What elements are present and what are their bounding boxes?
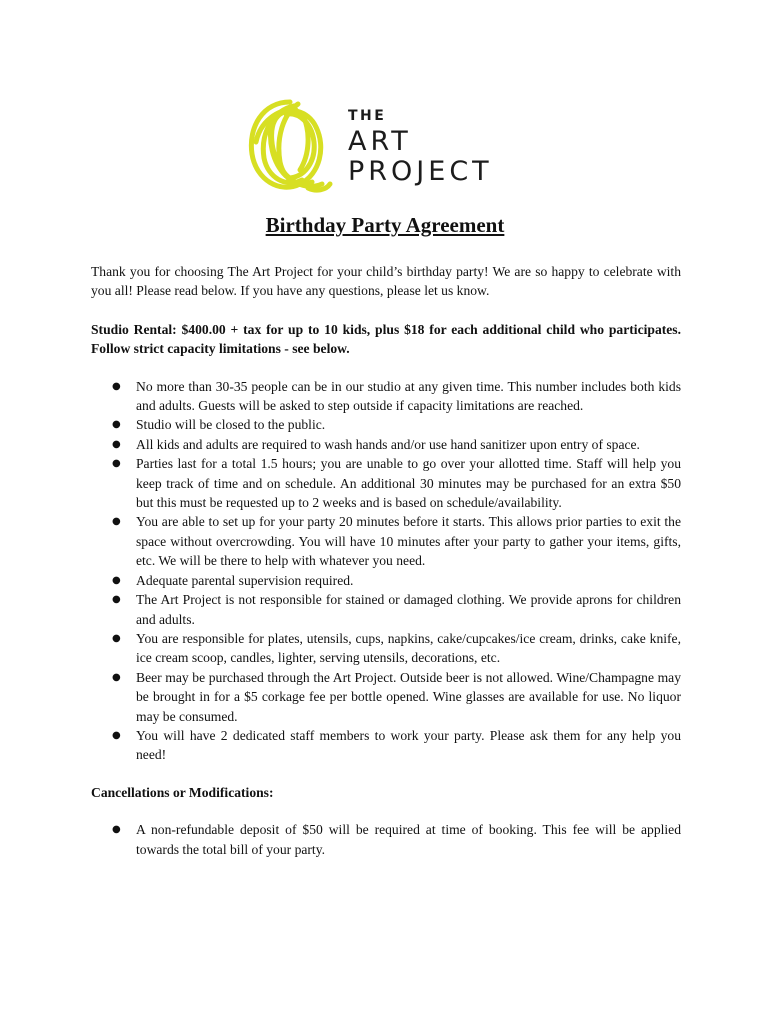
list-item <box>91 454 681 512</box>
bullet-icon: ● <box>112 419 121 431</box>
logo-word-art: ART <box>348 126 412 157</box>
bullet-icon: ● <box>112 632 121 644</box>
list-item-text: All kids and adults are required to wash hands and/or use hand sanitizer upon entry of space. <box>136 436 640 452</box>
list-item-text: The Art Project is not responsible for stained or damaged clothing. We provide aprons for children and adults. <box>136 592 681 627</box>
bullet-icon: ● <box>112 729 121 741</box>
cancellations-heading: Cancellations or Modifications: <box>91 784 274 800</box>
list-item-text: Studio will be closed to the public. <box>136 417 326 433</box>
list-item <box>91 512 681 570</box>
bullet-icon: ● <box>112 516 121 528</box>
list-item-text: You are able to set up for your party 20 minutes before it starts. This allows prior parties to exit the space without overcrowding. You will have 10 minutes after your party to gather your items, gifts, etc. We will be there to help with whatever you need. <box>136 514 681 569</box>
list-item <box>91 590 681 629</box>
bullet-icon: ● <box>112 438 121 450</box>
logo-word-the: THE <box>348 108 387 124</box>
bullet-icon: ● <box>112 574 121 586</box>
bullet-icon: ● <box>112 458 121 470</box>
list-item <box>91 668 681 726</box>
list-item-text: A non-refundable deposit of $50 will be required at time of booking. This fee will be applied towards the total bill of your party. <box>136 822 681 857</box>
list-item-text: No more than 30-35 people can be in our studio at any given time. This number includes both kids and adults. Guests will be asked to step outside if capacity limitations are reached. <box>136 378 681 414</box>
list-item <box>91 415 681 434</box>
document-title: Birthday Party Agreement <box>265 213 505 237</box>
list-item-text: You will have 2 dedicated staff members to work your party. Please ask them for any help you need! <box>136 727 681 763</box>
list-item <box>91 820 681 859</box>
list-item <box>91 377 681 416</box>
list-item-text: You are responsible for plates, utensils, cups, napkins, cake/cupcakes/ice cream, drinks, cake knife, ice cream scoop, candles, lighter, serving utensils, decorations, etc. <box>136 630 681 666</box>
bullet-icon: ● <box>112 824 121 836</box>
rules-list <box>91 377 681 765</box>
list-item-text: Parties last for a total 1.5 hours; you are unable to go over your allotted time. Staff will help you keep track of time and on schedule. An additional 30 minutes may be purchased for an extra $50 but this must be requested up to 2 weeks and is based on schedule/availability. <box>136 456 681 511</box>
list-item <box>91 571 681 590</box>
list-item <box>91 629 681 668</box>
list-item-text: Adequate parental supervision required. <box>136 572 354 588</box>
list-item <box>91 435 681 454</box>
scribble-circle-logo-icon <box>238 92 338 202</box>
studio-rental-paragraph: Studio Rental: $400.00 + tax for up to 10 kids, plus $18 for each additional child who participates. Follow strict capacity limitations - see below. <box>91 321 681 357</box>
logo-word-project: PROJECT <box>348 156 493 187</box>
intro-paragraph: Thank you for choosing The Art Project for your child’s birthday party! We are so happy to celebrate with you all! Please read below. If you have any questions, please let us know. <box>91 264 681 299</box>
logo-wordmark <box>348 109 493 185</box>
bullet-icon: ● <box>112 594 121 606</box>
art-project-logo <box>238 92 530 202</box>
cancellations-list <box>91 820 681 859</box>
bullet-icon: ● <box>112 380 121 392</box>
list-item-text: Beer may be purchased through the Art Project. Outside beer is not allowed. Wine/Champagne may be brought in for a $5 corkage fee per bottle opened. Wine glasses are available for use. No liquor may be consumed. <box>136 669 681 724</box>
list-item <box>91 726 681 765</box>
document-body <box>91 262 681 877</box>
bullet-icon: ● <box>112 671 121 683</box>
